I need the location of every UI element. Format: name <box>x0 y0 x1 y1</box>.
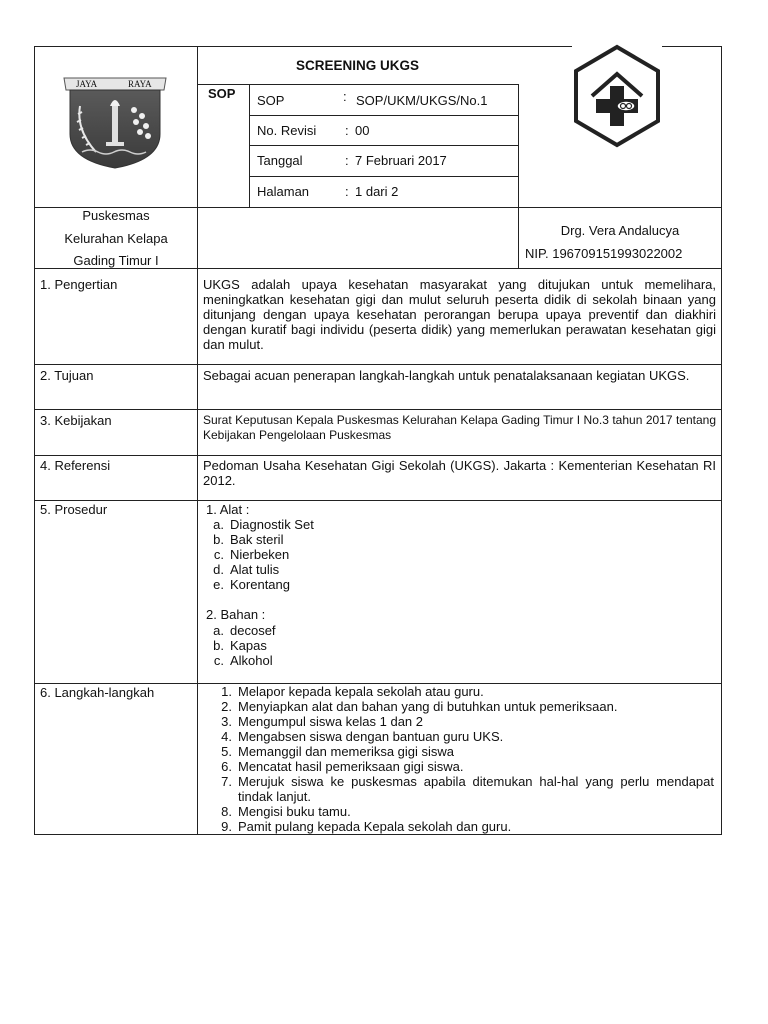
sop-info-sep: : <box>343 89 347 104</box>
list-marker: b. <box>213 532 224 547</box>
section-label-pengertian: 1. Pengertian <box>40 277 118 292</box>
list-marker: c. <box>213 653 224 668</box>
list-text: decosef <box>230 623 276 638</box>
list-item <box>208 562 508 577</box>
institution-line-2: Kelurahan Kelapa <box>64 231 168 246</box>
institution-line-1: Puskesmas <box>82 208 150 223</box>
list-text: Pamit pulang kepada Kepala sekolah dan guru. <box>238 819 512 834</box>
bahan-list <box>208 623 508 668</box>
list-marker: 1. <box>221 684 232 699</box>
alat-list <box>208 517 508 592</box>
section-label-langkah: 6. Langkah-langkah <box>40 685 155 700</box>
list-item <box>208 517 508 532</box>
list-marker: 9. <box>221 819 232 834</box>
jakarta-emblem-logo <box>60 76 170 170</box>
sop-info-value: SOP/UKM/UKGS/No.1 <box>356 93 488 108</box>
list-text: Diagnostik Set <box>230 517 314 532</box>
revisi-info-value: 00 <box>355 123 370 138</box>
list-item <box>216 819 714 834</box>
section-label-tujuan: 2. Tujuan <box>40 368 94 383</box>
puskesmas-logo <box>572 44 662 148</box>
list-text: Merujuk siswa ke puskesmas apabila ditemukan hal-hal yang perlu mendapat tindak lanjut. <box>238 774 714 804</box>
langkah-list <box>216 684 714 834</box>
list-text: Mengabsen siswa dengan bantuan guru UKS. <box>238 729 504 744</box>
list-item <box>208 653 508 668</box>
list-marker: e. <box>213 577 224 592</box>
alat-title: 1. Alat : <box>206 502 250 517</box>
pengertian-text: UKGS adalah upaya kesehatan masyarakat yang ditujukan untuk memelihara, meningkatkan kesehatan gigi dan mulut seluruh peserta didik di sekolah binaan yang ditunjang dengan upaya kesehatan perorangan berupa upaya preventif dan diakhiri dengan kuratif bagi individu (peserta didik) yang memerlukan perawatan kesehatan gigi dan mulut. <box>203 277 716 352</box>
list-item <box>216 699 714 714</box>
signatory-nip: NIP. 196709151993022002 <box>525 246 683 261</box>
list-item <box>216 729 714 744</box>
revisi-info-label: No. Revisi <box>257 123 317 138</box>
halaman-info-value: 1 dari 2 <box>355 184 399 199</box>
section-label-referensi: 4. Referensi <box>40 458 111 473</box>
list-marker: d. <box>213 562 224 577</box>
list-text: Alat tulis <box>230 562 280 577</box>
tanggal-info-value: 7 Februari 2017 <box>355 153 447 168</box>
list-item <box>216 774 714 804</box>
list-text: Kapas <box>230 638 267 653</box>
list-marker: 6. <box>221 759 232 774</box>
sop-tag: SOP <box>208 86 236 101</box>
list-text: Melapor kepada kepala sekolah atau guru. <box>238 684 484 699</box>
page-title: SCREENING UKGS <box>295 58 420 73</box>
list-text: Nierbeken <box>230 547 290 562</box>
institution-line-3: Gading Timur I <box>73 253 159 268</box>
list-item <box>208 623 508 638</box>
list-marker: 5. <box>221 744 232 759</box>
section-label-prosedur: 5. Prosedur <box>40 502 108 517</box>
signatory-name: Drg. Vera Andalucya <box>560 223 680 238</box>
list-marker: 7. <box>221 774 232 789</box>
list-text: Menyiapkan alat dan bahan yang di butuhkan untuk pemeriksaan. <box>238 699 618 714</box>
list-item <box>208 532 508 547</box>
list-item <box>216 759 714 774</box>
revisi-info-sep: : <box>345 123 349 138</box>
list-marker: 8. <box>221 804 232 819</box>
kebijakan-text: Surat Keputusan Kepala Puskesmas Kelurahan Kelapa Gading Timur I No.3 tahun 2017 tentang Kebijakan Pengelolaan Puskesmas <box>203 413 716 442</box>
list-item <box>216 744 714 759</box>
halaman-info-label: Halaman <box>257 184 310 199</box>
list-item <box>208 638 508 653</box>
halaman-info-sep: : <box>345 184 349 199</box>
list-item <box>208 577 508 592</box>
list-text: Memanggil dan memeriksa gigi siswa <box>238 744 455 759</box>
list-text: Mencatat hasil pemeriksaan gigi siswa. <box>238 759 464 774</box>
list-item <box>216 684 714 699</box>
list-text: Mengumpul siswa kelas 1 dan 2 <box>238 714 423 729</box>
list-marker: 3. <box>221 714 232 729</box>
logo-text-raya: RAYA <box>128 79 152 89</box>
list-item <box>216 714 714 729</box>
list-marker: a. <box>213 623 224 638</box>
list-text: Korentang <box>230 577 290 592</box>
list-marker: a. <box>213 517 224 532</box>
list-text: Bak steril <box>230 532 284 547</box>
list-marker: 4. <box>221 729 232 744</box>
list-item <box>216 804 714 819</box>
logo-text-jaya: JAYA <box>76 79 98 89</box>
list-text: Mengisi buku tamu. <box>238 804 351 819</box>
list-marker: c. <box>213 547 224 562</box>
referensi-text: Pedoman Usaha Kesehatan Gigi Sekolah (UKGS). Jakarta : Kementerian Kesehatan RI 2012. <box>203 458 716 488</box>
sop-info-label: SOP <box>257 93 285 108</box>
bahan-title: 2. Bahan : <box>206 607 266 622</box>
tanggal-info-sep: : <box>345 153 349 168</box>
list-text: Alkohol <box>230 653 273 668</box>
list-item <box>208 547 508 562</box>
list-marker: 2. <box>221 699 232 714</box>
list-marker: b. <box>213 638 224 653</box>
section-label-kebijakan: 3. Kebijakan <box>40 413 112 428</box>
tujuan-text: Sebagai acuan penerapan langkah-langkah untuk penatalaksanaan kegiatan UKGS. <box>203 368 690 383</box>
tanggal-info-label: Tanggal <box>257 153 303 168</box>
